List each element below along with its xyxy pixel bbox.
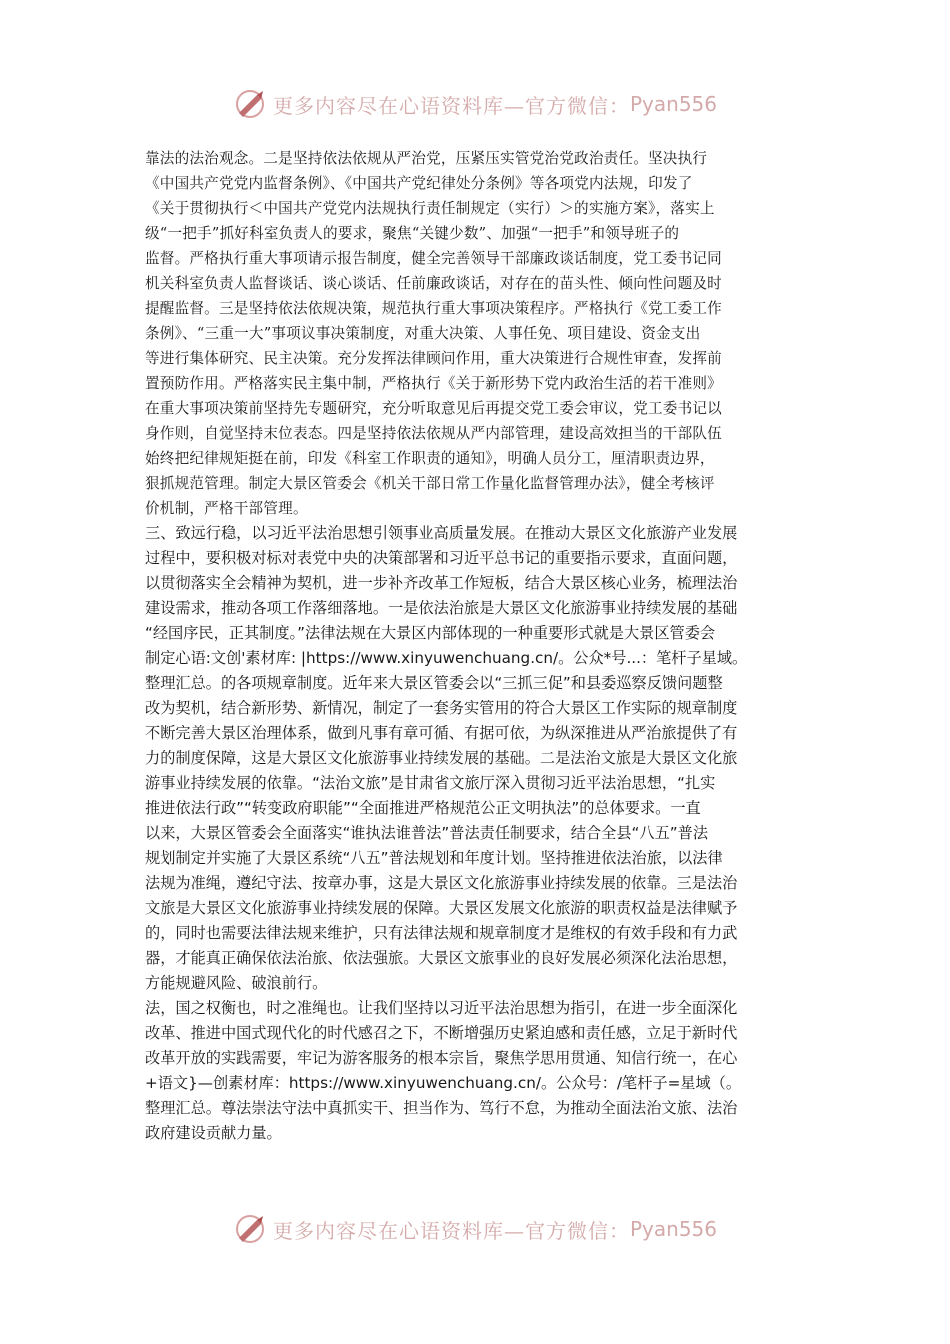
text-line: 价机制，严格干部管理。 <box>145 500 308 517</box>
text-line: 身作则，自觉坚持末位表态。四是坚持依法依规从严内部管理，建设高效担当的干部队伍 <box>145 425 722 442</box>
watermark-wechat-id: Pyan556 <box>629 92 717 116</box>
text-line: 力的制度保障，这是大景区文化旅游事业持续发展的基础。二是法治文旅是大景区文化旅 <box>145 749 738 767</box>
text-line: 制定心语:文创'素材库: |https://www.xinyuwenchuang.cn/。公众*号...：笔杆子星域。 <box>145 649 748 667</box>
text-line: 提醒监督。三是坚持依法依规决策，规范执行重大事项决策程序。严格执行《党工委工作 <box>145 300 722 317</box>
text-line: 《关于贯彻执行＜中国共产党党内法规执行责任制规定（实行）＞的实施方案》，落实上 <box>145 200 715 217</box>
text-line: +语文}—创素材库：https://www.xinyuwenchuang.cn/。公众号：/笔杆子=星域（。 <box>145 1074 742 1092</box>
text-line: 建设需求，推动各项工作落细落地。一是依法治旅是大景区文化旅游事业持续发展的基础 <box>145 599 738 617</box>
text-line: 推进依法行政”“转变政府职能”“全面推进严格规范公正文明执法”的总体要求。一直 <box>145 799 701 817</box>
text-line: 不断完善大景区治理体系，做到凡事有章可循、有据可依，为纵深推进从严治旅提供了有 <box>145 724 738 742</box>
text-line: 的，同时也需要法律法规来维护，只有法律法规和规章制度才是维权的有效手段和有力武 <box>145 924 738 942</box>
text-line: 整理汇总。的各项规章制度。近年来大景区管委会以“三抓三促”和县委巡察反馈问题整 <box>145 674 723 692</box>
paragraph-conclusion <box>145 996 810 1146</box>
document-body <box>145 146 810 1146</box>
watermark-text: 更多内容尽在心语资料库—官方微信： <box>272 93 630 118</box>
text-line: 置预防作用。严格落实民主集中制，严格执行《关于新形势下党内政治生活的若干准则》 <box>145 375 722 392</box>
paragraph-serif <box>145 146 810 521</box>
text-line: 以来，大景区管委会全面落实“谁执法谁普法”普法责任制要求，结合全县“八五”普法 <box>145 824 709 842</box>
text-line: 改革、推进中国式现代化的时代感召之下，不断增强历史紧迫感和责任感，立足于新时代 <box>145 1024 738 1042</box>
text-line: 方能规避风险、破浪前行。 <box>145 974 328 992</box>
logo-icon <box>233 1212 267 1246</box>
text-line: “经国序民，正其制度。”法律法规在大景区内部体现的一种重要形式就是大景区管委会 <box>145 624 716 642</box>
text-line: 机关科室负责人监督谈话、谈心谈话、任前廉政谈话，对存在的苗头性、倾向性问题及时 <box>145 275 722 292</box>
text-line: 始终把纪律规矩挺在前，印发《科室工作职责的通知》，明确人员分工，厘清职责边界， <box>145 450 715 467</box>
text-line: 过程中，要积极对标对表党中央的决策部署和习近平总书记的重要指示要求，直面问题， <box>145 549 738 567</box>
text-line: 监督。严格执行重大事项请示报告制度，健全完善领导干部廉政谈话制度，党工委书记同 <box>145 250 722 267</box>
text-line: 器，才能真正确保依法治旅、依法强旅。大景区文旅事业的良好发展必须深化法治思想， <box>145 949 738 967</box>
footer-watermark <box>0 1209 950 1249</box>
text-line: 级“一把手”抓好科室负责人的要求，聚焦“关键少数”、加强“一把手”和领导班子的 <box>145 225 680 242</box>
text-line: 法规为准绳，遵纪守法、按章办事，这是大景区文化旅游事业持续发展的依靠。三是法治 <box>145 874 738 892</box>
text-line: 游事业持续发展的依靠。“法治文旅”是甘肃省文旅厅深入贯彻习近平法治思想，“扎实 <box>145 774 716 792</box>
text-line: 条例》、“三重一大”事项议事决策制度，对重大决策、人事任免、项目建设、资金支出 <box>145 325 701 342</box>
text-line: 《中国共产党党内监督条例》、《中国共产党纪律处分条例》等各项党内法规，印发了 <box>145 175 693 192</box>
text-line: 整理汇总。尊法崇法守法中真抓实干、担当作为、笃行不怠，为推动全面法治文旅、法治 <box>145 1099 738 1117</box>
watermark-text: 更多内容尽在心语资料库—官方微信： <box>272 1218 630 1243</box>
text-line: 三、致远行稳，以习近平法治思想引领事业高质量发展。在推动大景区文化旅游产业发展 <box>145 524 738 542</box>
text-line: 狠抓规范管理。制定大景区管委会《机关干部日常工作量化监督管理办法》，健全考核评 <box>145 475 715 492</box>
text-line: 政府建设贡献力量。 <box>145 1124 282 1142</box>
text-line: 规划制定并实施了大景区系统“八五”普法规划和年度计划。坚持推进依法治旅，以法律 <box>145 849 723 867</box>
text-line: 以贯彻落实全会精神为契机，进一步补齐改革工作短板，结合大景区核心业务，梳理法治 <box>145 574 738 592</box>
text-line: 在重大事项决策前坚持先专题研究，充分听取意见后再提交党工委会审议，党工委书记以 <box>145 400 722 417</box>
logo-icon <box>233 87 267 121</box>
text-line: 改革开放的实践需要，牢记为游客服务的根本宗旨，聚焦学思用贯通、知信行统一，在心 <box>145 1049 738 1067</box>
text-line: 法，国之权衡也，时之准绳也。让我们坚持以习近平法治思想为指引，在进一步全面深化 <box>145 999 738 1017</box>
text-line: 文旅是大景区文化旅游事业持续发展的保障。大景区发展文化旅游的职责权益是法律赋予 <box>145 899 738 917</box>
paragraph-section-three <box>145 521 810 996</box>
text-line: 靠法的法治观念。二是坚持依法依规从严治党，压紧压实管党治党政治责任。坚决执行 <box>145 150 708 167</box>
watermark-wechat-id: Pyan556 <box>629 1217 717 1241</box>
text-line: 改为契机，结合新形势、新情况，制定了一套务实管用的符合大景区工作实际的规章制度 <box>145 699 738 717</box>
header-watermark <box>0 84 950 124</box>
text-line: 等进行集体研究、民主决策。充分发挥法律顾问作用，重大决策进行合规性审查，发挥前 <box>145 350 722 367</box>
